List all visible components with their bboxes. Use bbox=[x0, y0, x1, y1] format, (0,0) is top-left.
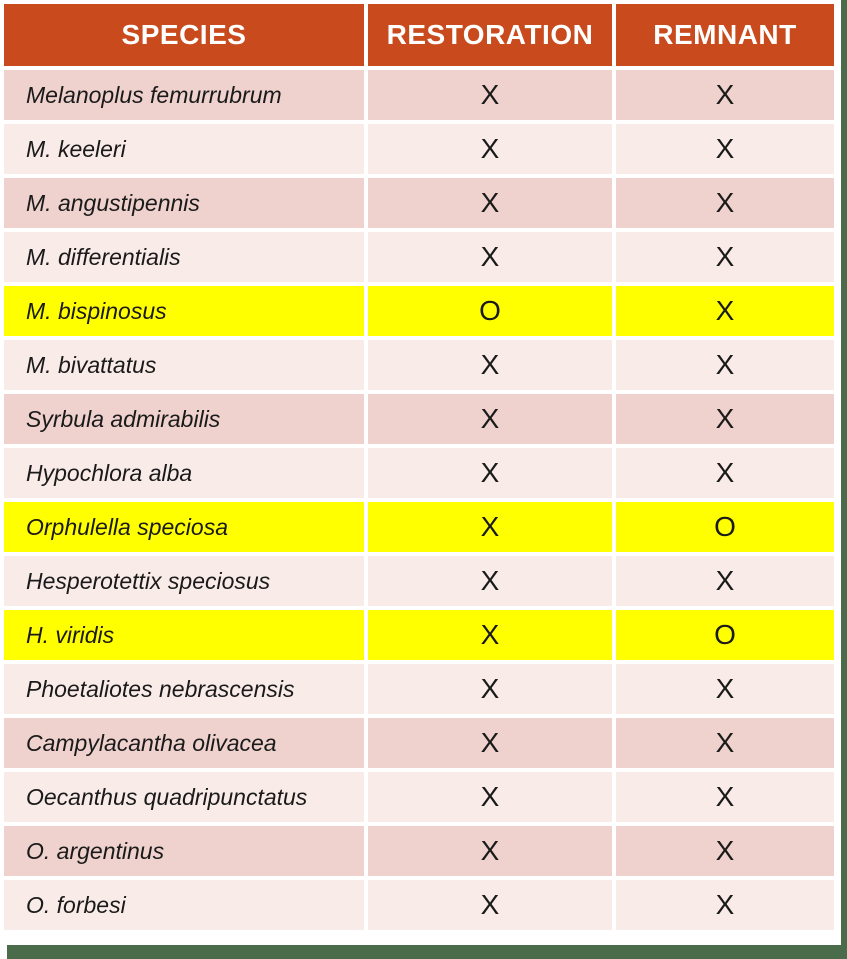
table-row bbox=[4, 502, 834, 552]
restoration-mark-cell: X bbox=[368, 448, 612, 498]
remnant-mark-cell: X bbox=[616, 394, 834, 444]
restoration-mark-cell: X bbox=[368, 880, 612, 930]
table-row bbox=[4, 394, 834, 444]
species-name-cell: O. forbesi bbox=[4, 880, 364, 930]
species-name-cell: Phoetaliotes nebrascensis bbox=[4, 664, 364, 714]
table-row bbox=[4, 556, 834, 606]
restoration-mark-cell: X bbox=[368, 394, 612, 444]
remnant-mark-cell: X bbox=[616, 232, 834, 282]
restoration-mark-cell: X bbox=[368, 610, 612, 660]
remnant-mark-cell: X bbox=[616, 286, 834, 336]
restoration-mark-cell: X bbox=[368, 772, 612, 822]
table-row bbox=[4, 124, 834, 174]
restoration-mark-cell: X bbox=[368, 232, 612, 282]
table-row bbox=[4, 826, 834, 876]
species-name-cell: Hesperotettix speciosus bbox=[4, 556, 364, 606]
table-row bbox=[4, 340, 834, 390]
table-row bbox=[4, 178, 834, 228]
remnant-mark-cell: X bbox=[616, 826, 834, 876]
species-name-cell: Syrbula admirabilis bbox=[4, 394, 364, 444]
species-name-cell: M. angustipennis bbox=[4, 178, 364, 228]
species-name-cell: H. viridis bbox=[4, 610, 364, 660]
species-name-cell: Oecanthus quadripunctatus bbox=[4, 772, 364, 822]
header-remnant: REMNANT bbox=[616, 4, 834, 66]
remnant-mark-cell: X bbox=[616, 772, 834, 822]
restoration-mark-cell: X bbox=[368, 664, 612, 714]
species-name-cell: M. bivattatus bbox=[4, 340, 364, 390]
table-row bbox=[4, 70, 834, 120]
species-name-cell: Hypochlora alba bbox=[4, 448, 364, 498]
remnant-mark-cell: X bbox=[616, 448, 834, 498]
species-name-cell: Campylacantha olivacea bbox=[4, 718, 364, 768]
table-row bbox=[4, 664, 834, 714]
species-name-cell: M. differentialis bbox=[4, 232, 364, 282]
remnant-mark-cell: X bbox=[616, 664, 834, 714]
remnant-mark-cell: X bbox=[616, 880, 834, 930]
restoration-mark-cell: X bbox=[368, 70, 612, 120]
header-restoration: RESTORATION bbox=[368, 4, 612, 66]
remnant-mark-cell: X bbox=[616, 70, 834, 120]
table-row bbox=[4, 448, 834, 498]
table-row bbox=[4, 880, 834, 930]
slide-edge-right bbox=[841, 0, 847, 959]
remnant-mark-cell: X bbox=[616, 718, 834, 768]
species-name-cell: Melanoplus femurrubrum bbox=[4, 70, 364, 120]
species-name-cell: Orphulella speciosa bbox=[4, 502, 364, 552]
remnant-mark-cell: O bbox=[616, 502, 834, 552]
remnant-mark-cell: X bbox=[616, 124, 834, 174]
restoration-mark-cell: X bbox=[368, 556, 612, 606]
restoration-mark-cell: X bbox=[368, 340, 612, 390]
table-body bbox=[4, 70, 834, 930]
species-name-cell: O. argentinus bbox=[4, 826, 364, 876]
table-row bbox=[4, 286, 834, 336]
restoration-mark-cell: X bbox=[368, 124, 612, 174]
remnant-mark-cell: O bbox=[616, 610, 834, 660]
header-row bbox=[4, 4, 834, 66]
table-row bbox=[4, 718, 834, 768]
remnant-mark-cell: X bbox=[616, 340, 834, 390]
table-row bbox=[4, 610, 834, 660]
slide-edge-bottom bbox=[7, 945, 847, 959]
species-name-cell: M. keeleri bbox=[4, 124, 364, 174]
table-row bbox=[4, 772, 834, 822]
species-name-cell: M. bispinosus bbox=[4, 286, 364, 336]
restoration-mark-cell: O bbox=[368, 286, 612, 336]
remnant-mark-cell: X bbox=[616, 556, 834, 606]
restoration-mark-cell: X bbox=[368, 502, 612, 552]
restoration-mark-cell: X bbox=[368, 826, 612, 876]
remnant-mark-cell: X bbox=[616, 178, 834, 228]
restoration-mark-cell: X bbox=[368, 718, 612, 768]
table-row bbox=[4, 232, 834, 282]
restoration-mark-cell: X bbox=[368, 178, 612, 228]
header-species: SPECIES bbox=[4, 4, 364, 66]
